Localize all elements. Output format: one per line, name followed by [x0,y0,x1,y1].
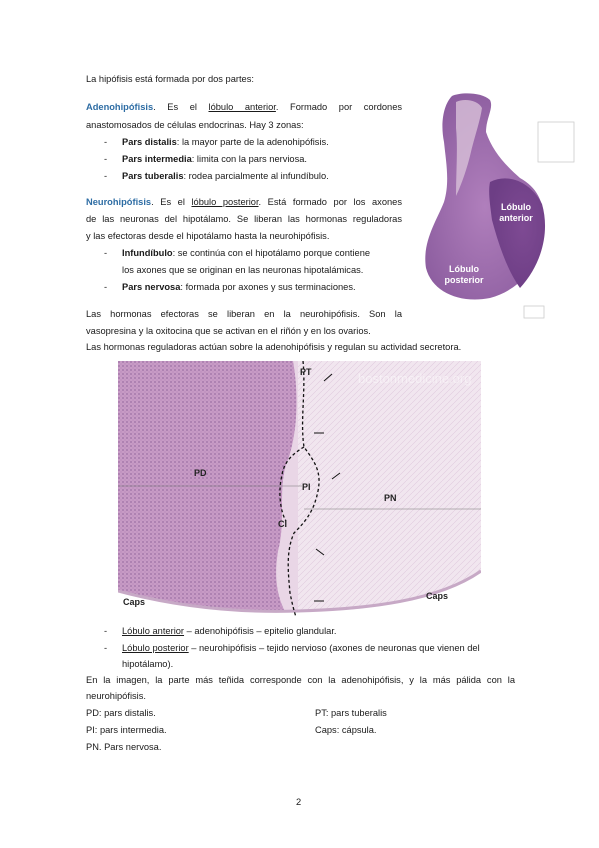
label-caps-right: Caps [426,591,449,601]
dash: - [104,171,108,181]
list-item: Pars nervosa: formada por axones y sus terminaciones. [122,282,356,292]
label-lobulo-anterior: Lóbulo anterior [499,202,533,223]
dash: - [104,154,108,164]
watermark: bostonmedicine.org [358,371,472,386]
hypophysis-image [420,92,580,322]
legend-pt: PT: pars tuberalis [315,708,387,718]
dash: - [104,643,108,653]
micrograph-image [118,361,481,617]
dash: - [104,248,108,258]
label-pd: PD [194,468,207,478]
neuro-line-3: y las efectoras desde el hipotálamo hasta la neurohipófisis. [86,231,330,241]
para2-line-3: Las hormonas reguladoras actúan sobre la adenohipófisis y regulan su actividad secretora. [86,342,462,352]
label-lobulo-posterior: Lóbulo posterior [444,264,484,285]
dash: - [104,282,108,292]
list-item-cont: hipotálamo). [122,659,174,669]
para2-line-1: Las hormonas efectoras se liberan en la neurohipófisis. Son la [86,309,402,319]
legend-pd: PD: pars distalis. [86,708,156,718]
list-item-cont: los axones que se originan en las neuronas hipotalámicas. [122,265,364,275]
adeno-line-2: anastomosados de células endocrinas. Hay 3 zonas: [86,120,304,130]
label-ci: CI [278,519,287,529]
para3-line-1: En la imagen, la parte más teñida corresponde con la adenohipófisis, y la más pálida con la [86,675,515,685]
neuro-heading: Neurohipófisis [86,197,152,207]
neuro-line-1: Neurohipófisis. Es el lóbulo posterior. Está formado por los axones [86,197,402,207]
adeno-heading: Adenohipófisis [86,102,154,112]
dash: - [104,137,108,147]
list-item: Lóbulo posterior – neurohipófisis – tejido nervioso (axones de neuronas que vienen del [122,643,480,653]
para3-line-2: neurohipófisis. [86,691,146,701]
label-pn: PN [384,493,397,503]
label-pi: PI [302,482,311,492]
intro-text: La hipófisis está formada por dos partes: [86,74,254,84]
list-item: Pars distalis: la mayor parte de la adenohipófisis. [122,137,329,147]
adeno-line-1: Adenohipófisis. Es el lóbulo anterior. Formado por cordones [86,102,403,112]
list-item: Pars intermedia: limita con la pars nerviosa. [122,154,307,164]
page-number: 2 [296,797,302,807]
legend-pi: PI: pars intermedia. [86,725,167,735]
para2-line-2: vasopresina y la oxitocina que se activan en el riñón y en los ovarios. [86,326,371,336]
list-item: Infundíbulo: se continúa con el hipotálamo porque contiene [122,248,371,258]
label-caps-left: Caps [123,597,146,607]
dash: - [104,626,108,636]
neuro-line-2: de las neuronas del hipotálamo. Se liberan las hormonas reguladoras [86,214,402,224]
legend-caps: Caps: cápsula. [315,725,377,735]
label-pt: PT [300,367,312,377]
list-item: Lóbulo anterior – adenohipófisis – epitelio glandular. [122,626,337,636]
list-item: Pars tuberalis: rodea parcialmente al infundíbulo. [122,171,329,181]
legend-pn: PN. Pars nervosa. [86,742,162,752]
